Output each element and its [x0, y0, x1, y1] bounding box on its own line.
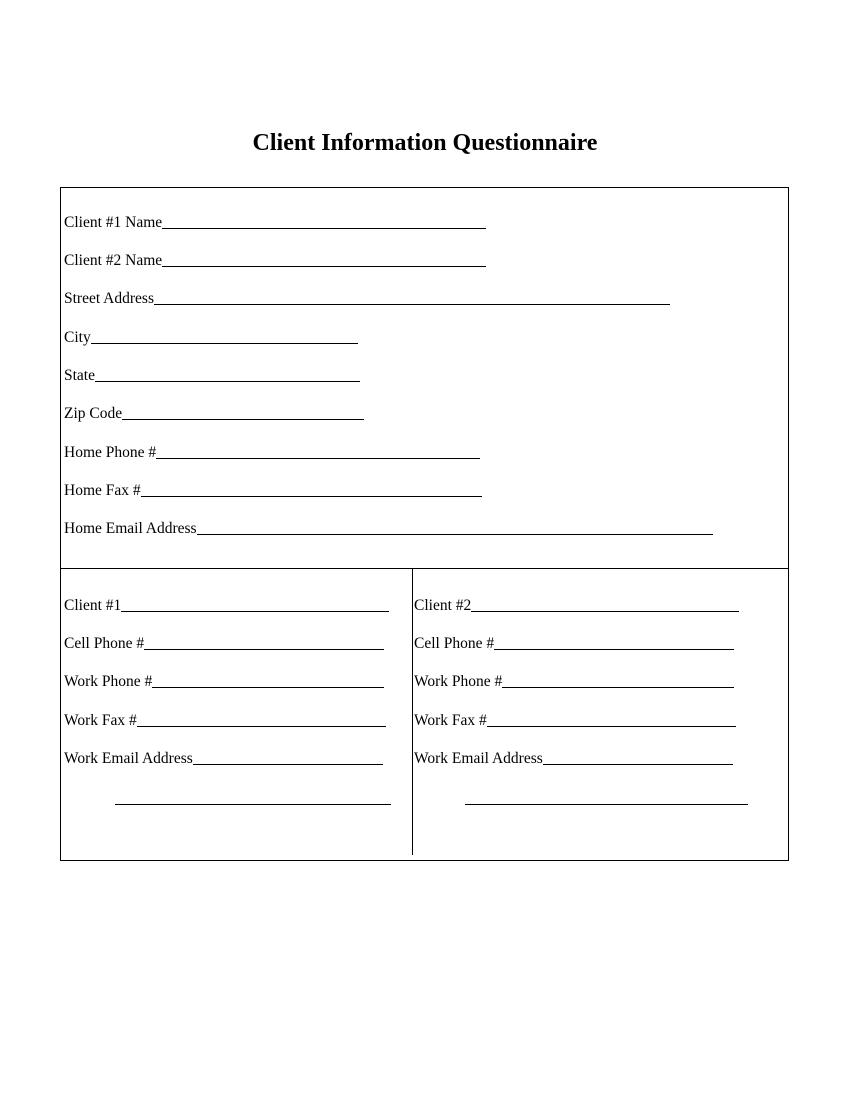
right-work-phone-label: Work Phone #: [414, 673, 503, 690]
home-fax-line[interactable]: [141, 495, 482, 497]
right-work-email-field[interactable]: [414, 750, 733, 768]
left-work-fax-label: Work Fax #: [64, 712, 137, 729]
left-work-phone-label: Work Phone #: [64, 673, 153, 690]
left-work-fax-line[interactable]: [137, 725, 386, 727]
zip-code-field[interactable]: [64, 405, 364, 423]
client2-name-field[interactable]: [64, 252, 486, 270]
left-work-email-field[interactable]: [64, 750, 383, 768]
column-divider: [412, 568, 413, 855]
right-client-label: Client #2: [414, 597, 472, 614]
home-phone-label: Home Phone #: [64, 444, 157, 461]
right-cell-phone-field[interactable]: [414, 635, 734, 653]
client1-name-field[interactable]: [64, 214, 486, 232]
city-line[interactable]: [91, 342, 358, 344]
left-work-fax-field[interactable]: [64, 712, 386, 730]
home-email-line[interactable]: [197, 533, 713, 535]
page-title: Client Information Questionnaire: [252, 130, 598, 156]
street-address-label: Street Address: [64, 290, 154, 307]
right-cell-phone-label: Cell Phone #: [414, 635, 495, 652]
left-work-email-label: Work Email Address: [64, 750, 193, 767]
section-divider: [60, 568, 789, 569]
street-address-line[interactable]: [154, 303, 670, 305]
left-client-label: Client #1: [64, 597, 122, 614]
right-work-fax-label: Work Fax #: [414, 712, 487, 729]
right-extra-line[interactable]: [465, 804, 748, 805]
zip-code-line[interactable]: [122, 418, 364, 420]
right-client-field[interactable]: [414, 597, 739, 615]
right-work-fax-field[interactable]: [414, 712, 736, 730]
right-client-line[interactable]: [471, 610, 739, 612]
client1-name-line[interactable]: [162, 227, 486, 229]
left-client-field[interactable]: [64, 597, 389, 615]
right-work-email-line[interactable]: [543, 763, 733, 765]
right-work-phone-line[interactable]: [502, 686, 734, 688]
left-cell-phone-line[interactable]: [144, 648, 384, 650]
client2-name-label: Client #2 Name: [64, 252, 163, 269]
left-work-email-line[interactable]: [193, 763, 383, 765]
state-line[interactable]: [95, 380, 360, 382]
home-email-label: Home Email Address: [64, 520, 197, 537]
right-work-email-label: Work Email Address: [414, 750, 543, 767]
home-fax-field[interactable]: [64, 482, 482, 500]
left-work-phone-line[interactable]: [152, 686, 384, 688]
home-fax-label: Home Fax #: [64, 482, 141, 499]
left-cell-phone-label: Cell Phone #: [64, 635, 145, 652]
state-field[interactable]: [64, 367, 360, 385]
home-email-field[interactable]: [64, 520, 713, 538]
right-cell-phone-line[interactable]: [494, 648, 734, 650]
right-work-fax-line[interactable]: [487, 725, 736, 727]
left-extra-line[interactable]: [115, 804, 391, 805]
zip-code-label: Zip Code: [64, 405, 123, 422]
home-phone-line[interactable]: [156, 457, 480, 459]
left-work-phone-field[interactable]: [64, 673, 384, 691]
left-client-line[interactable]: [121, 610, 389, 612]
left-cell-phone-field[interactable]: [64, 635, 384, 653]
right-work-phone-field[interactable]: [414, 673, 734, 691]
state-label: State: [64, 367, 95, 384]
street-address-field[interactable]: [64, 290, 670, 308]
city-label: City: [64, 329, 91, 346]
client1-name-label: Client #1 Name: [64, 214, 163, 231]
city-field[interactable]: [64, 329, 358, 347]
home-phone-field[interactable]: [64, 444, 480, 462]
client2-name-line[interactable]: [162, 265, 486, 267]
